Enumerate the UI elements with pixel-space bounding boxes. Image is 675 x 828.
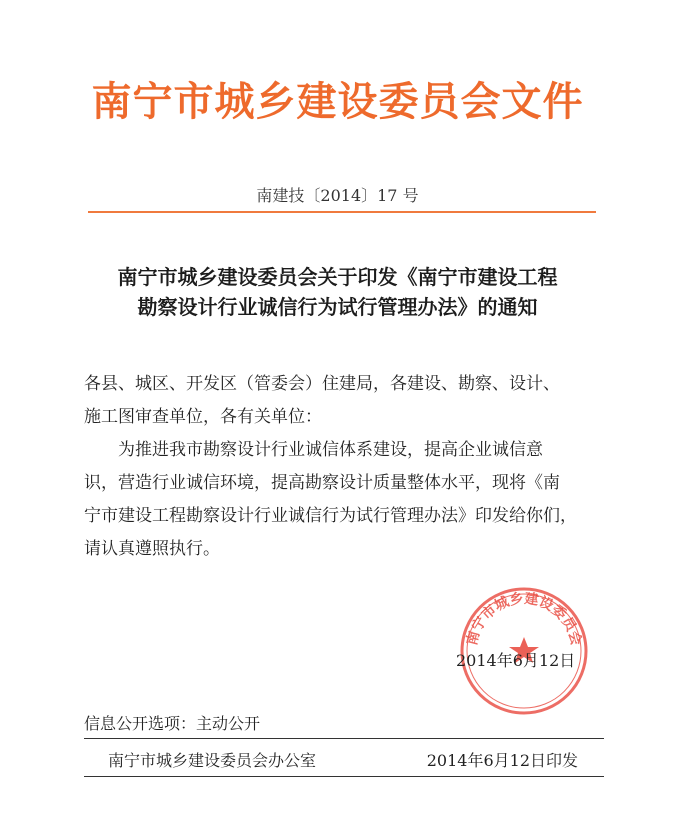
body-line: 施工图审查单位，各有关单位：: [84, 407, 322, 427]
document-issuer-header: 南宁市城乡建设委员会文件: [91, 79, 584, 125]
issuing-office: 南宁市城乡建设委员会办公室: [108, 751, 317, 770]
body-line: 为推进我市勘察设计行业诚信体系建设，提高企业诚信意: [84, 440, 543, 460]
notice-body: [84, 368, 604, 566]
footer-top-rule: [84, 738, 604, 739]
body-line: 请认真遵照执行。: [84, 539, 220, 559]
signature-date: 2014年6月12日: [456, 651, 576, 670]
notice-title: [0, 262, 675, 322]
body-line: 各县、城区、开发区（管委会）住建局，各建设、勘察、设计、: [84, 374, 560, 394]
footer-line: [108, 748, 578, 771]
footer-bottom-rule: [84, 776, 604, 777]
document-number: 南建技〔2014〕17 号: [256, 186, 419, 205]
header-divider: [88, 211, 596, 213]
body-line: 宁市建设工程勘察设计行业诚信行为试行管理办法》印发给你们，: [84, 506, 577, 526]
notice-title-line-1: 南宁市城乡建设委员会关于印发《南宁市建设工程: [117, 265, 558, 289]
notice-title-line-2: 勘察设计行业诚信行为试行管理办法》的通知: [137, 295, 538, 319]
print-date: 2014年6月12日印发: [426, 751, 578, 770]
seal-text: 南宁市城乡建设委员会: [464, 590, 584, 648]
body-line: 识，营造行业诚信环境，提高勘察设计质量整体水平，现将《南: [84, 473, 560, 493]
disclosure-option: 信息公开选项：主动公开: [84, 714, 261, 733]
